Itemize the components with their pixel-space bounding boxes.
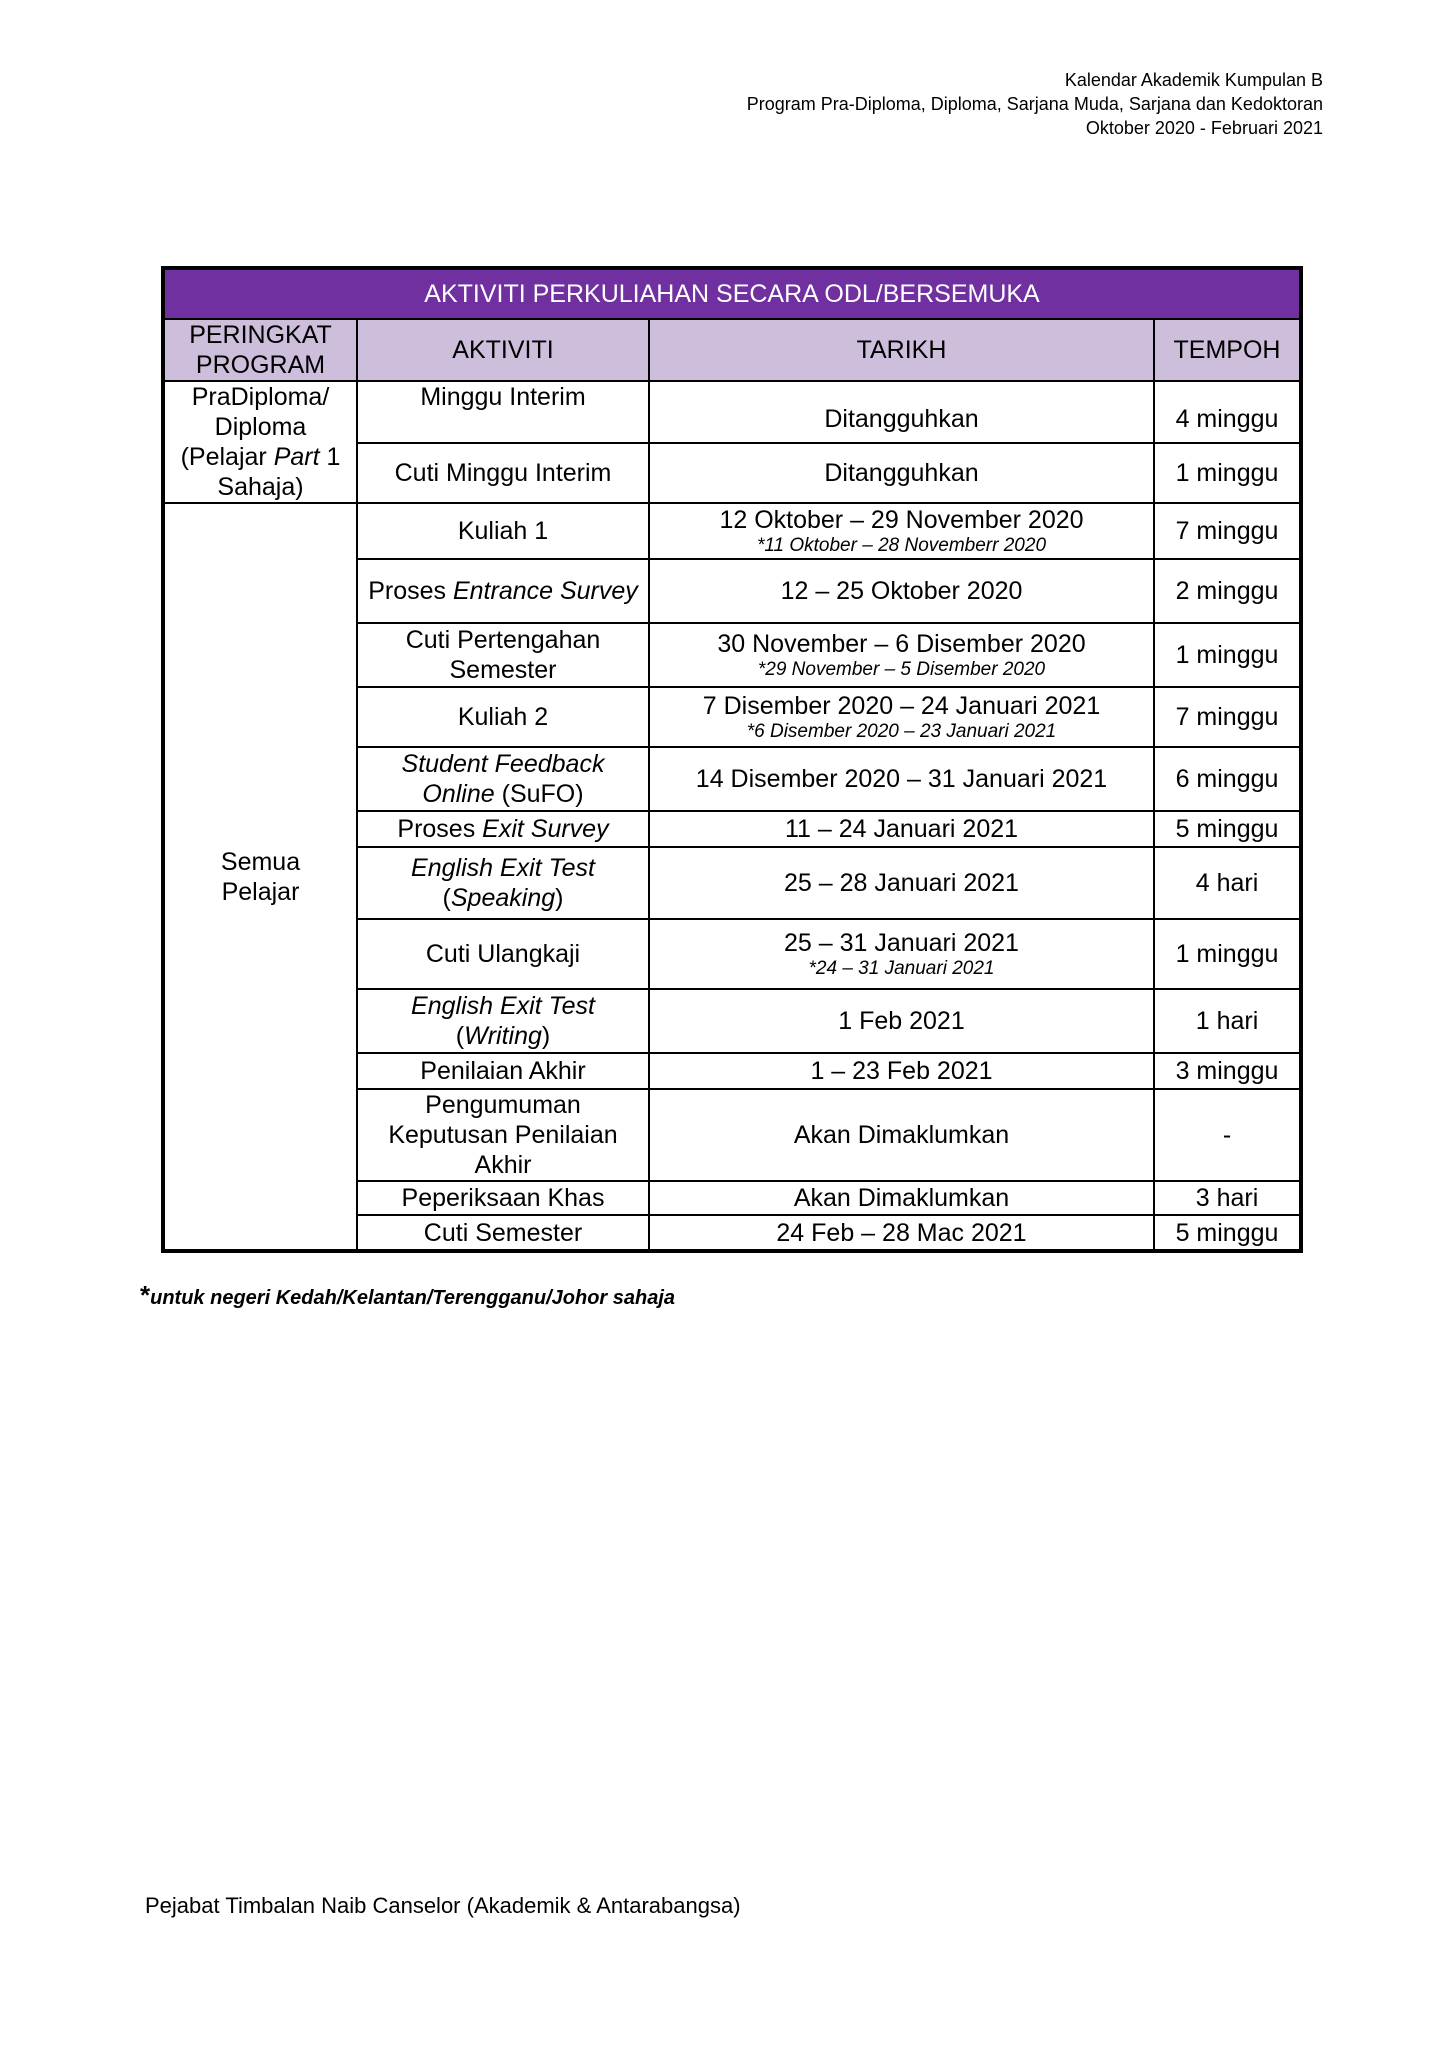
footnote-text: untuk negeri Kedah/Kelantan/Terengganu/Johor sahaja xyxy=(150,1287,676,1309)
activity-cell xyxy=(357,559,649,623)
activity-cell xyxy=(357,623,649,687)
activity-cell xyxy=(357,503,649,559)
activity-text-part: Entrance Survey xyxy=(452,577,638,605)
document-header xyxy=(747,68,1323,140)
date-cell xyxy=(649,1089,1154,1181)
duration-cell: 7 minggu xyxy=(1154,687,1301,747)
duration-cell: 4 hari xyxy=(1154,847,1301,919)
duration-cell: 1 minggu xyxy=(1154,919,1301,989)
date-cell xyxy=(649,623,1154,687)
level-cell-all-students: Semua Pelajar xyxy=(163,503,357,1251)
activity-text-part: Cuti Semester xyxy=(423,1218,583,1247)
date-note: *29 November – 5 Disember 2020 xyxy=(757,659,1046,680)
activity-text-part: Proses xyxy=(368,577,453,605)
date-cell xyxy=(649,1181,1154,1215)
activity-text-part: PraDiploma/ Diploma (Pelajar xyxy=(180,383,330,471)
activity-text-part: (SuFO) xyxy=(494,780,584,808)
activity-text-part: Exit Survey xyxy=(482,815,609,843)
date-text: 1 – 23 Feb 2021 xyxy=(810,1057,993,1085)
date-cell xyxy=(649,811,1154,847)
duration-cell: 5 minggu xyxy=(1154,1215,1301,1251)
date-cell: Ditangguhkan xyxy=(649,381,1154,443)
activity-cell xyxy=(357,847,649,919)
activity-text-part: English Exit Test xyxy=(411,992,595,1020)
date-text: 1 Feb 2021 xyxy=(838,1007,965,1035)
date-text: 12 – 25 Oktober 2020 xyxy=(780,577,1023,605)
table-row xyxy=(163,503,1301,559)
activity-text-part: Student Feedback Online xyxy=(401,750,605,808)
activity-cell xyxy=(357,989,649,1053)
activity-text-part: 1 Sahaja) xyxy=(217,443,341,501)
activity-cell: Minggu Interim xyxy=(357,381,649,443)
date-cell xyxy=(649,1053,1154,1089)
activity-text-part: Writing xyxy=(464,1022,542,1050)
date-text: Akan Dimaklumkan xyxy=(793,1184,1010,1212)
date-text: 14 Disember 2020 – 31 Januari 2021 xyxy=(695,765,1108,793)
activity-text-part: Proses xyxy=(397,815,483,843)
column-header-level: PERINGKAT PROGRAM xyxy=(163,319,357,381)
activity-text-part: ( xyxy=(442,884,451,912)
column-header-duration: TEMPOH xyxy=(1154,319,1301,381)
activity-calendar-table xyxy=(161,266,1303,1253)
activity-cell xyxy=(357,747,649,811)
duration-cell: 1 hari xyxy=(1154,989,1301,1053)
activity-text-part: ( xyxy=(455,1022,465,1050)
activity-cell xyxy=(357,1089,649,1181)
activity-cell xyxy=(357,1215,649,1251)
date-cell xyxy=(649,503,1154,559)
date-text: 25 – 31 Januari 2021 xyxy=(784,929,1019,957)
activity-text-part: Kuliah 2 xyxy=(457,703,549,731)
footnote-asterisk: * xyxy=(140,1280,151,1310)
duration-cell: 7 minggu xyxy=(1154,503,1301,559)
duration-cell: 2 minggu xyxy=(1154,559,1301,623)
header-calendar-title: Kalendar Akademik Kumpulan B xyxy=(1064,70,1323,90)
activity-text-part: Peperiksaan Khas xyxy=(401,1184,605,1212)
date-text: 12 Oktober – 29 November 2020 xyxy=(719,506,1084,534)
activity-text-part: Kuliah 1 xyxy=(457,517,549,545)
date-note: *6 Disember 2020 – 23 Januari 2021 xyxy=(746,721,1057,742)
activity-text-part: English Exit Test xyxy=(411,854,595,882)
duration-cell: 3 hari xyxy=(1154,1181,1301,1215)
date-cell xyxy=(649,989,1154,1053)
activity-cell xyxy=(357,1181,649,1215)
table-row xyxy=(163,381,1301,443)
duration-cell: - xyxy=(1154,1089,1301,1181)
duration-cell: 1 minggu xyxy=(1154,443,1301,503)
activity-text-part: ) xyxy=(541,1022,551,1050)
date-cell xyxy=(649,559,1154,623)
header-period: Oktober 2020 - Februari 2021 xyxy=(1085,118,1323,138)
date-cell xyxy=(649,847,1154,919)
date-text: 24 Feb – 28 Mac 2021 xyxy=(776,1218,1027,1247)
activity-text-part: Cuti Ulangkaji xyxy=(425,940,581,968)
date-text: 7 Disember 2020 – 24 Januari 2021 xyxy=(702,692,1101,720)
column-header-date: TARIKH xyxy=(649,319,1154,381)
page-footer: Pejabat Timbalan Naib Canselor (Akademik & Antarabangsa) xyxy=(145,1893,741,1918)
duration-cell: 3 minggu xyxy=(1154,1053,1301,1089)
activity-text-part: Pengumuman Keputusan Penilaian Akhir xyxy=(388,1091,618,1179)
date-text: 25 – 28 Januari 2021 xyxy=(784,869,1019,897)
activity-cell: Cuti Minggu Interim xyxy=(357,443,649,503)
table-title: AKTIVITI PERKULIAHAN SECARA ODL/BERSEMUKA xyxy=(163,268,1301,319)
footnote xyxy=(140,1280,675,1311)
activity-text-part: Penilaian Akhir xyxy=(420,1057,586,1085)
activity-cell xyxy=(357,919,649,989)
header-programs: Program Pra-Diploma, Diploma, Sarjana Muda, Sarjana dan Kedoktoran xyxy=(746,94,1323,114)
activity-cell xyxy=(357,811,649,847)
duration-cell: 1 minggu xyxy=(1154,623,1301,687)
date-text: Akan Dimaklumkan xyxy=(793,1121,1010,1149)
date-note: *24 – 31 Januari 2021 xyxy=(808,958,995,979)
date-cell xyxy=(649,919,1154,989)
date-text: 30 November – 6 Disember 2020 xyxy=(717,630,1086,658)
activity-text-part: Cuti Pertengahan Semester xyxy=(405,626,601,684)
date-cell xyxy=(649,1215,1154,1251)
duration-cell: 6 minggu xyxy=(1154,747,1301,811)
date-cell: Ditangguhkan xyxy=(649,443,1154,503)
duration-cell: 5 minggu xyxy=(1154,811,1301,847)
duration-cell: 4 minggu xyxy=(1154,381,1301,443)
activity-text-part: ) xyxy=(555,884,564,912)
date-note: *11 Oktober – 28 Novemberr 2020 xyxy=(756,535,1047,556)
date-text: 11 – 24 Januari 2021 xyxy=(784,815,1019,843)
activity-cell xyxy=(357,1053,649,1089)
column-header-activity: AKTIVITI xyxy=(357,319,649,381)
date-cell xyxy=(649,687,1154,747)
date-cell xyxy=(649,747,1154,811)
activity-text-part: Speaking xyxy=(450,884,556,912)
activity-cell xyxy=(357,687,649,747)
activity-text-part: Part xyxy=(273,443,320,471)
level-cell-pradiploma xyxy=(163,381,357,503)
